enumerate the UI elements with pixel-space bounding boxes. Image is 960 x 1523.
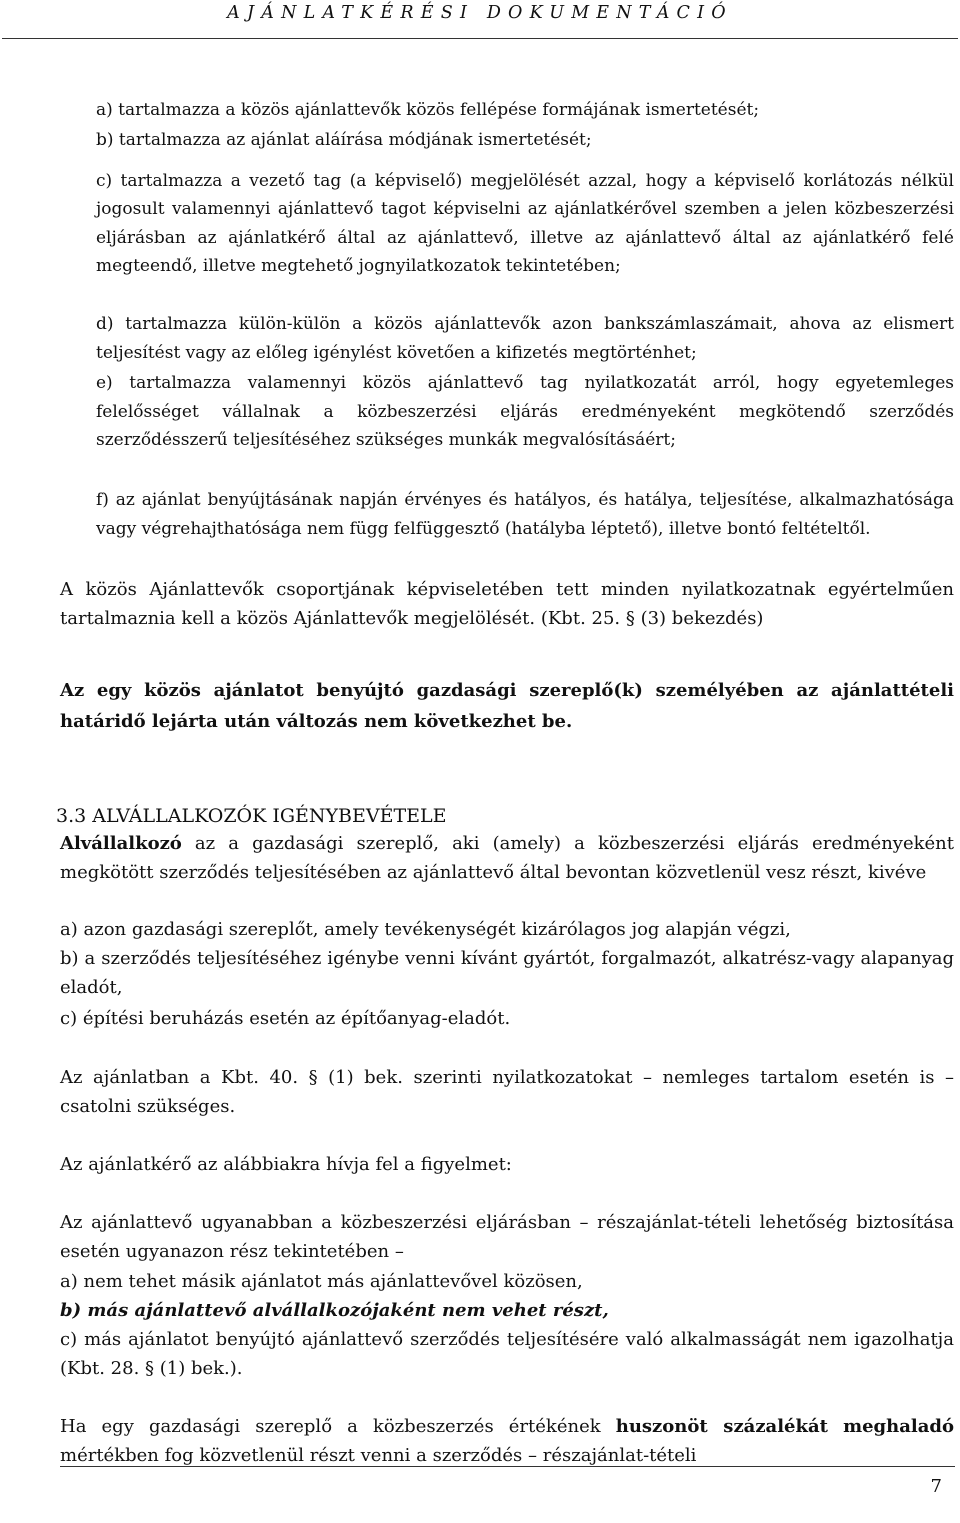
exception-a: a) azon gazdasági szereplőt, amely tevékenységét kizárólagos jog alapján végzi, xyxy=(60,919,791,940)
header-divider xyxy=(2,38,958,39)
threshold-text-2: mértékben fog közvetlenül részt venni a szerződés – részajánlat-tételi xyxy=(60,1444,697,1466)
common-bidders-paragraph: A közös Ajánlattevők csoportjának képviseletében tett minden nyilatkozatnak egyértelműen tartalmaznia kell a közös Ajánlattevők megjelölését. (Kbt. 25. § (3) bekezdés) xyxy=(60,579,954,629)
page-number: 7 xyxy=(930,1476,942,1497)
definition-term: Alvállalkozó xyxy=(60,833,182,854)
partial-bid-c: c) más ajánlatot benyújtó ajánlattevő szerződés teljesítésére való alkalmasságát nem igazolhatja (Kbt. 28. § (1) bek.). xyxy=(60,1329,954,1379)
threshold-paragraph xyxy=(60,1413,954,1470)
partial-bid-a: a) nem tehet másik ajánlatot más ajánlattevővel közösen, xyxy=(60,1271,583,1292)
threshold-bold-2: meghaladó xyxy=(843,1416,954,1437)
list-item-c: c) tartalmazza a vezető tag (a képviselő) megjelölését azzal, hogy a képviselő korlátozás nélkül jogosult valamennyi ajánlattevő tagot képviselni az ajánlatkérővel szemben a jelen közbeszerzési eljárásban az ajánlatkérő által az ajánlattevő, illetve az ajánlattevő által az ajánlatkérő felé megteendő, illetve megtehető jognyilatkozatok tekintetében; xyxy=(96,171,954,276)
subcontractor-definition xyxy=(60,830,954,887)
list-item-e: e) tartalmazza valamennyi közös ajánlattevő tag nyilatkozatát arról, hogy egyetemleges felelősséget vállalnak a közbeszerzési eljárás eredményeként megkötendő szerződés szerződésszerű teljesítéséhez szükséges munkák megvalósításáért; xyxy=(96,373,954,450)
partial-bid-b: b) más ajánlattevő alvállalkozójaként nem vehet részt, xyxy=(60,1300,609,1321)
list-item-b: b) tartalmazza az ajánlat aláírása módjának ismertetését; xyxy=(96,130,592,150)
partial-bid-intro: Az ajánlattevő ugyanabban a közbeszerzési eljárásban – részajánlat-tételi lehetőség biztosítása esetén ugyanazon rész tekintetében – xyxy=(60,1212,954,1262)
kbt40-paragraph: Az ajánlatban a Kbt. 40. § (1) bek. szerinti nyilatkozatokat – nemleges tartalom esetén is – csatolni szükséges. xyxy=(60,1067,954,1117)
exception-c: c) építési beruházás esetén az építőanyag-eladót. xyxy=(60,1008,511,1029)
threshold-text-1: Ha egy gazdasági szereplő a közbeszerzés értékének xyxy=(60,1416,616,1437)
document-header: AJÁNLATKÉRÉSI DOKUMENTÁCIÓ xyxy=(227,3,733,23)
section-title: 3.3 ALVÁLLALKOZÓK IGÉNYBEVÉTELE xyxy=(56,805,447,827)
bold-notice-paragraph: Az egy közös ajánlatot benyújtó gazdasági szereplő(k) személyében az ajánlattételi határidő lejárta után változás nem következhet be. xyxy=(60,680,954,732)
threshold-bold-1: huszonöt százalékát xyxy=(615,1416,828,1437)
list-item-d: d) tartalmazza külön-külön a közös ajánlattevők azon bankszámlaszámait, ahova az elismert teljesítést vagy az előleg igénylést követően a kifizetés megtörténhet; xyxy=(96,314,954,363)
definition-text: az a gazdasági szereplő, aki (amely) a közbeszerzési eljárás eredményeként megkötött szerződés teljesítésében az ajánlattevő által bevontan közvetlenül vesz részt, kivéve xyxy=(60,833,954,883)
list-item-f: f) az ajánlat benyújtásának napján érvényes és hatályos, és hatálya, teljesítése, alkalmazhatósága vagy végrehajthatósága nem függ felfüggesztő (hatályba léptető), illetve bontó feltételtől. xyxy=(96,490,954,539)
exception-b: b) a szerződés teljesítéséhez igénybe venni kívánt gyártót, forgalmazót, alkatrész-vagy alapanyag eladót, xyxy=(60,948,954,998)
attention-paragraph: Az ajánlatkérő az alábbiakra hívja fel a figyelmet: xyxy=(60,1154,512,1175)
footer-divider xyxy=(60,1466,955,1467)
list-item-a: a) tartalmazza a közös ajánlattevők közös fellépése formájának ismertetését; xyxy=(96,100,760,120)
